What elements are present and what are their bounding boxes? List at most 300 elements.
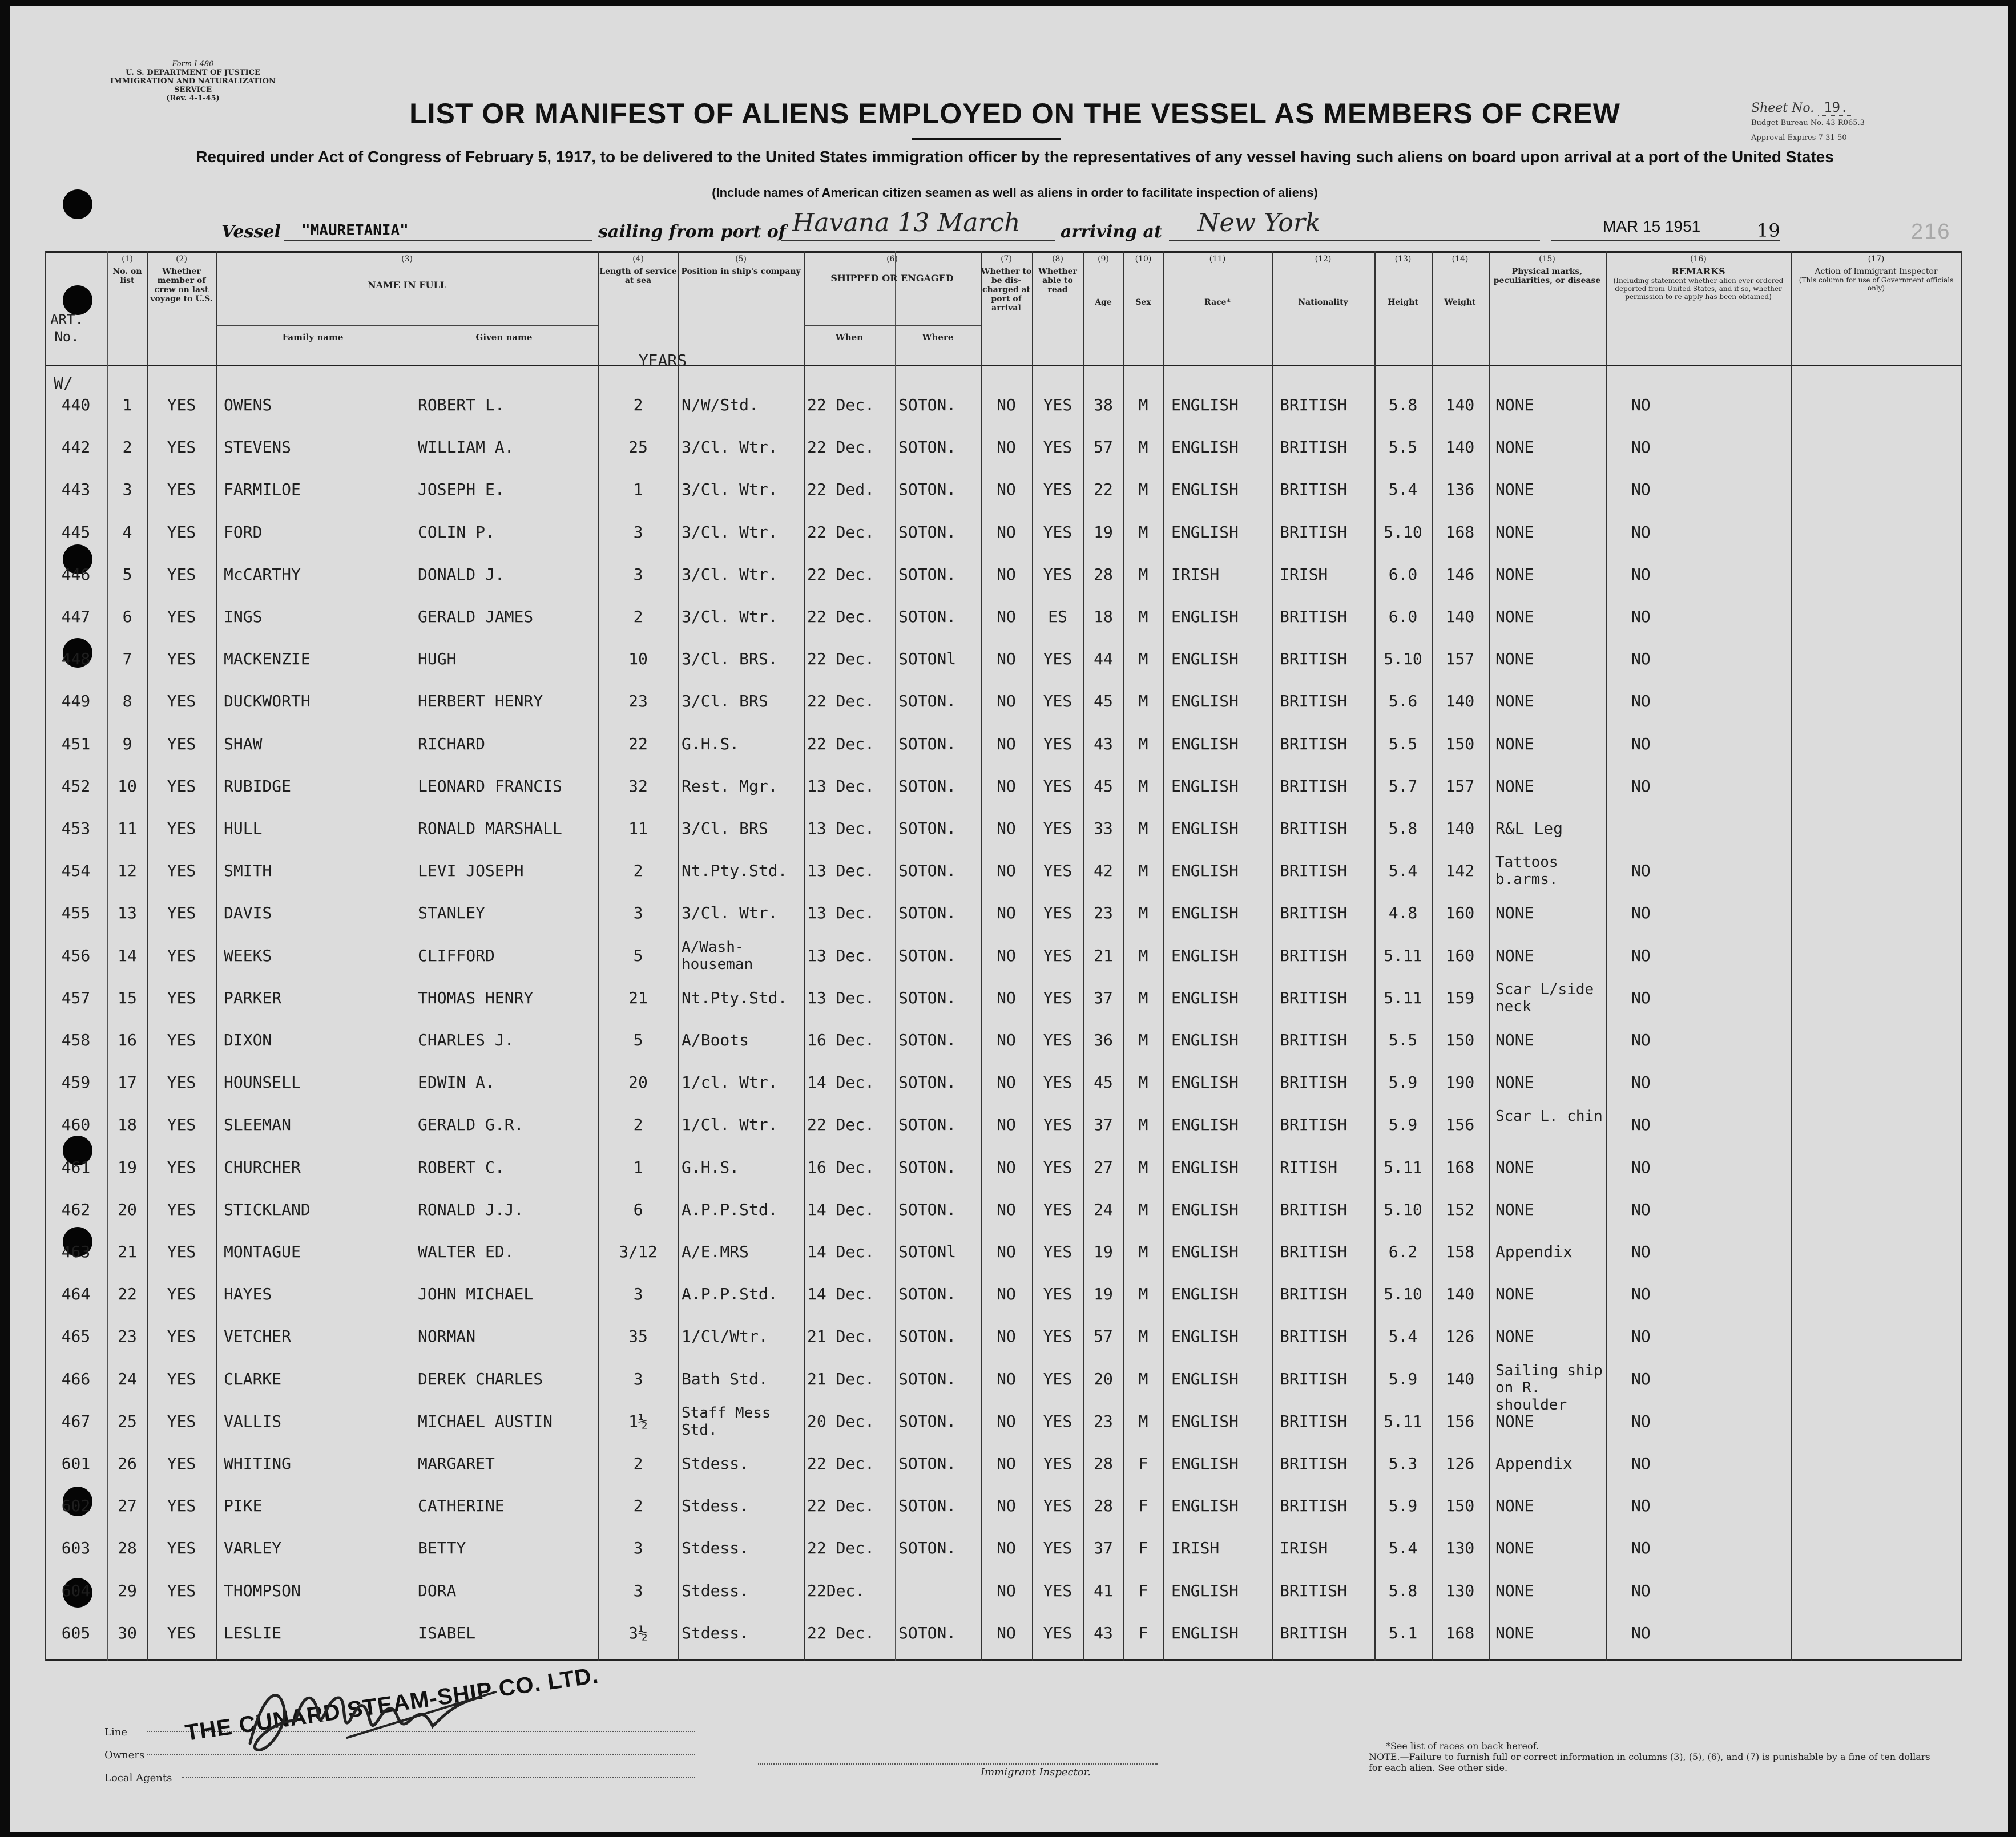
- cell-discharged: NO: [997, 480, 1016, 499]
- cell-sex: M: [1138, 607, 1148, 626]
- cell-height: 5.4: [1388, 861, 1418, 881]
- header-years: YEARS: [638, 351, 687, 370]
- cell-given-name: CHARLES J.: [418, 1031, 514, 1049]
- cell-engaged-when: 14 Dec.: [807, 1200, 875, 1219]
- arriving-port: New York: [1197, 208, 1321, 237]
- cell-discharged: NO: [997, 438, 1016, 457]
- table-row: [45, 684, 1962, 718]
- cell-weight: 140: [1445, 1369, 1475, 1388]
- header-when: When: [835, 332, 864, 342]
- cell-weight: 150: [1445, 1031, 1475, 1049]
- sailing-port: Havana 13 March: [792, 208, 1021, 237]
- sailing-port-field: [781, 208, 1055, 241]
- crew-manifest-table: [45, 251, 1962, 1661]
- header-family-name: Family name: [282, 332, 344, 342]
- budget-bureau: Budget Bureau No. 43-R065.3: [1751, 119, 1865, 127]
- cell-engaged-when: 22 Ded.: [807, 480, 875, 499]
- cell-discharged: NO: [997, 1369, 1016, 1388]
- cell-able-to-read: YES: [1043, 1327, 1072, 1346]
- cell-position: A/Wash- houseman: [682, 938, 753, 973]
- cell-able-to-read: YES: [1043, 522, 1072, 542]
- cell-discharged: NO: [997, 1496, 1016, 1516]
- cell-given-name: ROBERT L.: [418, 395, 505, 414]
- vessel-name: "MAURETANIA": [301, 222, 409, 239]
- cell-remarks: NO: [1631, 1539, 1651, 1558]
- cell-family-name: VALLIS: [224, 1411, 282, 1431]
- cell-engaged-when: 22 Dec.: [807, 438, 875, 457]
- cell-service-years: 21: [628, 988, 648, 1007]
- cell-given-name: DORA: [418, 1581, 457, 1600]
- cell-weight: 157: [1445, 649, 1475, 669]
- cell-engaged-when: 21 Dec.: [807, 1327, 875, 1346]
- cell-art-no: 443: [61, 480, 91, 499]
- cell-physical-marks: Scar L. chin: [1495, 1108, 1603, 1125]
- cell-height: 5.4: [1388, 1327, 1418, 1346]
- header-position: (5) Position in ship's company: [681, 255, 801, 276]
- cell-given-name: GERALD JAMES: [418, 607, 534, 626]
- cell-remarks: NO: [1631, 1073, 1651, 1092]
- cell-given-name: MICHAEL AUSTIN: [418, 1411, 553, 1431]
- cell-sex: F: [1138, 1581, 1148, 1600]
- table-row: [45, 1489, 1962, 1523]
- cell-list-no: 6: [122, 607, 132, 626]
- arriving-label: arriving at: [1061, 222, 1162, 242]
- cell-engaged-where: SOTONl: [898, 649, 957, 669]
- footnote-penalty: NOTE.—Failure to furnish full or correct information in columns (3), (5), (6), and (7) is punishable by a fine of ten dollars for each alien. See other side.: [1369, 1751, 1930, 1773]
- header-discharged: (7) Whether to be dis-charged at port of arrival: [981, 255, 1032, 313]
- cell-height: 4.8: [1388, 903, 1418, 923]
- cell-family-name: WHITING: [224, 1454, 292, 1473]
- cell-height: 5.3: [1388, 1454, 1418, 1473]
- cell-physical-marks: NONE: [1495, 1285, 1534, 1304]
- cell-able-to-read: YES: [1043, 1623, 1072, 1642]
- cell-height: 5.10: [1384, 522, 1422, 542]
- cell-service-years: 1: [633, 480, 643, 499]
- cell-remarks: NO: [1631, 1581, 1651, 1600]
- cell-list-no: 29: [118, 1581, 137, 1600]
- cell-physical-marks: NONE: [1495, 1411, 1534, 1431]
- cell-list-no: 20: [118, 1200, 137, 1219]
- cell-last-voyage: YES: [167, 861, 196, 881]
- date-stamp: MAR 15 1951: [1603, 217, 1701, 235]
- table-row: [45, 1574, 1962, 1608]
- cell-family-name: VARLEY: [224, 1539, 282, 1558]
- cell-age: 18: [1094, 607, 1113, 626]
- cell-family-name: MONTAGUE: [224, 1242, 301, 1261]
- table-row: [45, 1447, 1962, 1481]
- cell-discharged: NO: [997, 946, 1016, 965]
- header-shipped-engaged: (6) SHIPPED OR ENGAGED: [830, 255, 954, 284]
- cell-nationality: BRITISH: [1280, 1200, 1348, 1219]
- cell-last-voyage: YES: [167, 1623, 196, 1642]
- cell-given-name: HERBERT HENRY: [418, 692, 543, 711]
- cell-art-no: 465: [61, 1327, 91, 1346]
- cell-weight: 190: [1445, 1073, 1475, 1092]
- company-stamp: THE CUNARD STEAM-SHIP CO. LTD.: [183, 1662, 600, 1746]
- title-underline: [912, 138, 1061, 140]
- cell-list-no: 2: [122, 438, 132, 457]
- cell-age: 41: [1094, 1581, 1113, 1600]
- table-row: [45, 388, 1962, 422]
- cell-position: A.P.P.Std.: [682, 1200, 778, 1219]
- cell-sex: M: [1138, 819, 1148, 838]
- cell-discharged: NO: [997, 734, 1016, 753]
- cell-list-no: 9: [122, 734, 132, 753]
- cell-physical-marks: Appendix: [1495, 1242, 1573, 1261]
- cell-engaged-where: SOTON.: [898, 692, 957, 711]
- cell-list-no: 13: [118, 903, 137, 923]
- cell-list-no: 26: [118, 1454, 137, 1473]
- header-inspector-action: (17) Action of Immigrant Inspector (This column for use of Government officials only): [1799, 255, 1954, 292]
- cell-last-voyage: YES: [167, 522, 196, 542]
- cell-weight: 150: [1445, 734, 1475, 753]
- cell-engaged-when: 22 Dec.: [807, 734, 875, 753]
- cell-remarks: NO: [1631, 861, 1651, 881]
- cell-position: Nt.Pty.Std.: [682, 861, 788, 881]
- vessel-label: Vessel: [221, 222, 281, 242]
- cell-height: 6.0: [1388, 607, 1418, 626]
- cell-art-no: 456: [61, 946, 91, 965]
- cell-last-voyage: YES: [167, 1369, 196, 1388]
- cell-family-name: HULL: [224, 819, 263, 838]
- cell-family-name: SHAW: [224, 734, 263, 753]
- cell-position: Stdess.: [682, 1623, 749, 1642]
- table-row: [45, 854, 1962, 888]
- footnote: [1369, 1741, 1940, 1773]
- cell-list-no: 17: [118, 1073, 137, 1092]
- cell-sex: F: [1138, 1454, 1148, 1473]
- cell-sex: M: [1138, 1200, 1148, 1219]
- cell-age: 28: [1094, 564, 1113, 584]
- cell-engaged-when: 22 Dec.: [807, 522, 875, 542]
- cell-discharged: NO: [997, 1115, 1016, 1135]
- cell-art-no: 605: [61, 1623, 91, 1642]
- cell-last-voyage: YES: [167, 1411, 196, 1431]
- cell-engaged-when: 22Dec.: [807, 1581, 865, 1600]
- header-where: Where: [922, 332, 954, 342]
- table-row: [45, 558, 1962, 592]
- cell-race: ENGLISH: [1171, 1115, 1239, 1135]
- cell-able-to-read: YES: [1043, 1369, 1072, 1388]
- header-no-on-list: (1) No. on list: [112, 255, 142, 285]
- header-subrule: [804, 325, 981, 326]
- cell-remarks: NO: [1631, 438, 1651, 457]
- cell-height: 6.0: [1388, 564, 1418, 584]
- cell-sex: F: [1138, 1539, 1148, 1558]
- cell-position: 3/Cl. Wtr.: [682, 607, 778, 626]
- cell-last-voyage: YES: [167, 564, 196, 584]
- cell-last-voyage: YES: [167, 1200, 196, 1219]
- cell-age: 43: [1094, 734, 1113, 753]
- sheet-info: [1751, 100, 1979, 146]
- cell-age: 23: [1094, 1411, 1113, 1431]
- cell-list-no: 28: [118, 1539, 137, 1558]
- cell-weight: 157: [1445, 776, 1475, 796]
- cell-position: Stdess.: [682, 1539, 749, 1558]
- cell-race: ENGLISH: [1171, 438, 1239, 457]
- cell-art-no: 467: [61, 1411, 91, 1431]
- cell-given-name: LEONARD FRANCIS: [418, 776, 562, 796]
- cell-last-voyage: YES: [167, 438, 196, 457]
- cell-position: 3/Cl. Wtr.: [682, 438, 778, 457]
- cell-physical-marks: NONE: [1495, 1200, 1534, 1219]
- vessel-name-field: [284, 219, 592, 241]
- cell-remarks: NO: [1631, 1285, 1651, 1304]
- cell-last-voyage: YES: [167, 395, 196, 414]
- cell-list-no: 27: [118, 1496, 137, 1516]
- cell-height: 5.4: [1388, 1539, 1418, 1558]
- cell-remarks: NO: [1631, 564, 1651, 584]
- cell-position: G.H.S.: [682, 1157, 740, 1177]
- cell-age: 21: [1094, 946, 1113, 965]
- header-sex: (10) Sex: [1135, 255, 1152, 307]
- cell-sex: M: [1138, 1411, 1148, 1431]
- cell-service-years: 6: [633, 1200, 643, 1219]
- header-given-name: Given name: [475, 332, 533, 342]
- cell-art-no: 442: [61, 438, 91, 457]
- cell-engaged-where: SOTON.: [898, 1285, 957, 1304]
- cell-sex: M: [1138, 1242, 1148, 1261]
- cell-discharged: NO: [997, 776, 1016, 796]
- cell-list-no: 8: [122, 692, 132, 711]
- table-row: [45, 1362, 1962, 1414]
- cell-given-name: CLIFFORD: [418, 946, 495, 965]
- cell-engaged-when: 22 Dec.: [807, 607, 875, 626]
- cell-weight: 156: [1445, 1115, 1475, 1135]
- cell-weight: 168: [1445, 1157, 1475, 1177]
- cell-given-name: COLIN P.: [418, 522, 495, 542]
- cell-remarks: NO: [1631, 395, 1651, 414]
- cell-family-name: WEEKS: [224, 946, 272, 965]
- table-row: [45, 1065, 1962, 1100]
- cell-engaged-where: SOTON.: [898, 776, 957, 796]
- cell-discharged: NO: [997, 988, 1016, 1007]
- cell-art-no: 466: [61, 1369, 91, 1388]
- cell-discharged: NO: [997, 1539, 1016, 1558]
- cell-weight: 168: [1445, 1623, 1475, 1642]
- cell-list-no: 23: [118, 1327, 137, 1346]
- cell-art-no: 464: [61, 1285, 91, 1304]
- cell-able-to-read: YES: [1043, 1454, 1072, 1473]
- cell-race: ENGLISH: [1171, 692, 1239, 711]
- cell-sex: F: [1138, 1623, 1148, 1642]
- cell-engaged-when: 13 Dec.: [807, 903, 875, 923]
- cell-weight: 150: [1445, 1496, 1475, 1516]
- cell-age: 44: [1094, 649, 1113, 669]
- cell-physical-marks: Tattoos b.arms.: [1495, 854, 1558, 889]
- cell-engaged-when: 22 Dec.: [807, 1539, 875, 1558]
- cell-able-to-read: YES: [1043, 988, 1072, 1007]
- cell-discharged: NO: [997, 1242, 1016, 1261]
- cell-art-no: 458: [61, 1031, 91, 1049]
- cell-able-to-read: YES: [1043, 564, 1072, 584]
- table-row: [45, 600, 1962, 634]
- cell-age: 27: [1094, 1157, 1113, 1177]
- header-art-no: ART. No.: [50, 312, 83, 345]
- cell-race: ENGLISH: [1171, 988, 1239, 1007]
- cell-weight: 158: [1445, 1242, 1475, 1261]
- cell-age: 28: [1094, 1496, 1113, 1516]
- vessel-line: [221, 208, 1808, 247]
- cell-engaged-when: 14 Dec.: [807, 1073, 875, 1092]
- header-length-of-service: (4) Length of service at sea: [599, 255, 677, 285]
- cell-height: 5.11: [1384, 1157, 1422, 1177]
- cell-age: 28: [1094, 1454, 1113, 1473]
- cell-nationality: BRITISH: [1280, 861, 1348, 881]
- cell-nationality: BRITISH: [1280, 1496, 1348, 1516]
- cell-art-no: 602: [61, 1496, 91, 1516]
- cell-family-name: HAYES: [224, 1285, 272, 1304]
- cell-engaged-where: SOTON.: [898, 1115, 957, 1135]
- cell-service-years: 1: [633, 1157, 643, 1177]
- cell-age: 19: [1094, 1242, 1113, 1261]
- cell-discharged: NO: [997, 1157, 1016, 1177]
- cell-age: 45: [1094, 776, 1113, 796]
- cell-position: Bath Std.: [682, 1369, 768, 1388]
- cell-discharged: NO: [997, 692, 1016, 711]
- table-row: [45, 1150, 1962, 1185]
- cell-nationality: BRITISH: [1280, 1073, 1348, 1092]
- cell-nationality: BRITISH: [1280, 395, 1348, 414]
- cell-engaged-when: 22 Dec.: [807, 1496, 875, 1516]
- cell-last-voyage: YES: [167, 1539, 196, 1558]
- cell-given-name: EDWIN A.: [418, 1073, 495, 1092]
- cell-position: 3/Cl. Wtr.: [682, 480, 778, 499]
- table-row: [45, 430, 1962, 465]
- cell-given-name: JOHN MICHAEL: [418, 1285, 534, 1304]
- cell-service-years: 25: [628, 438, 648, 457]
- cell-remarks: NO: [1631, 1623, 1651, 1642]
- cell-sex: F: [1138, 1496, 1148, 1516]
- cell-art-no: 461: [61, 1157, 91, 1177]
- cell-position: Nt.Pty.Std.: [682, 988, 788, 1007]
- cell-remarks: NO: [1631, 1454, 1651, 1473]
- cell-remarks: NO: [1631, 1157, 1651, 1177]
- cell-service-years: 3: [633, 1581, 643, 1600]
- cell-engaged-where: SOTON.: [898, 564, 957, 584]
- cell-able-to-read: YES: [1043, 734, 1072, 753]
- cell-engaged-where: SOTON.: [898, 395, 957, 414]
- cell-discharged: NO: [997, 1327, 1016, 1346]
- cell-sex: M: [1138, 1157, 1148, 1177]
- cell-engaged-when: 21 Dec.: [807, 1369, 875, 1388]
- cell-position: Stdess.: [682, 1581, 749, 1600]
- cell-list-no: 22: [118, 1285, 137, 1304]
- cell-engaged-where: SOTON.: [898, 522, 957, 542]
- cell-engaged-when: 22 Dec.: [807, 1623, 875, 1642]
- cell-age: 37: [1094, 1115, 1113, 1135]
- cell-position: N/W/Std.: [682, 395, 759, 414]
- cell-engaged-where: SOTON.: [898, 1073, 957, 1092]
- cell-last-voyage: YES: [167, 734, 196, 753]
- table-row: [45, 769, 1962, 804]
- cell-given-name: ROBERT C.: [418, 1157, 505, 1177]
- cell-remarks: NO: [1631, 607, 1651, 626]
- cell-engaged-where: SOTON.: [898, 1369, 957, 1388]
- cell-discharged: NO: [997, 649, 1016, 669]
- cell-art-no: 453: [61, 819, 91, 838]
- cell-art-no: 440: [61, 395, 91, 414]
- cell-height: 5.9: [1388, 1073, 1418, 1092]
- cell-height: 5.4: [1388, 480, 1418, 499]
- cell-engaged-when: 22 Dec.: [807, 395, 875, 414]
- table-row: [45, 1235, 1962, 1269]
- cell-nationality: BRITISH: [1280, 946, 1348, 965]
- cell-engaged-where: SOTON.: [898, 1031, 957, 1049]
- cell-service-years: 3: [633, 1539, 643, 1558]
- cell-weight: 140: [1445, 1285, 1475, 1304]
- cell-family-name: CHURCHER: [224, 1157, 301, 1177]
- cell-service-years: 35: [628, 1327, 648, 1346]
- cell-nationality: BRITISH: [1280, 1115, 1348, 1135]
- date-field: [1551, 219, 1780, 241]
- cell-nationality: BRITISH: [1280, 692, 1348, 711]
- cell-physical-marks: Appendix: [1495, 1454, 1573, 1473]
- cell-list-no: 3: [122, 480, 132, 499]
- cell-engaged-when: 22 Dec.: [807, 692, 875, 711]
- cell-discharged: NO: [997, 1285, 1016, 1304]
- cell-weight: 130: [1445, 1581, 1475, 1600]
- cell-height: 5.8: [1388, 819, 1418, 838]
- cell-physical-marks: NONE: [1495, 649, 1534, 669]
- cell-given-name: RONALD MARSHALL: [418, 819, 562, 838]
- cell-remarks: NO: [1631, 692, 1651, 711]
- cell-engaged-where: SOTON.: [898, 946, 957, 965]
- cell-race: IRISH: [1171, 1539, 1220, 1558]
- cell-race: ENGLISH: [1171, 1369, 1239, 1388]
- cell-discharged: NO: [997, 1031, 1016, 1049]
- cell-height: 5.1: [1388, 1623, 1418, 1642]
- cell-able-to-read: ES: [1048, 607, 1067, 626]
- cell-physical-marks: NONE: [1495, 1031, 1534, 1049]
- table-row: [45, 515, 1962, 550]
- cell-service-years: 20: [628, 1073, 648, 1092]
- cell-position: 3/Cl. BRS: [682, 819, 768, 838]
- cell-height: 5.8: [1388, 1581, 1418, 1600]
- cell-race: ENGLISH: [1171, 395, 1239, 414]
- cell-height: 5.11: [1384, 946, 1422, 965]
- cell-given-name: DEREK CHARLES: [418, 1369, 543, 1388]
- table-row: [45, 981, 1962, 1015]
- cell-service-years: 2: [633, 1115, 643, 1135]
- cell-age: 19: [1094, 1285, 1113, 1304]
- cell-able-to-read: YES: [1043, 1285, 1072, 1304]
- cell-age: 57: [1094, 438, 1113, 457]
- cell-height: 5.7: [1388, 776, 1418, 796]
- cell-last-voyage: YES: [167, 819, 196, 838]
- cell-race: ENGLISH: [1171, 522, 1239, 542]
- sheet-number: 19.: [1818, 99, 1854, 116]
- cell-height: 5.9: [1388, 1496, 1418, 1516]
- table-row: [45, 1531, 1962, 1565]
- cell-family-name: SLEEMAN: [224, 1115, 292, 1135]
- cell-position: 3/Cl. BRS.: [682, 649, 778, 669]
- cell-service-years: 3: [633, 522, 643, 542]
- cell-weight: 159: [1445, 988, 1475, 1007]
- cell-list-no: 1: [122, 395, 132, 414]
- cell-race: ENGLISH: [1171, 1411, 1239, 1431]
- cell-weight: 152: [1445, 1200, 1475, 1219]
- table-row: [45, 1319, 1962, 1354]
- cell-able-to-read: YES: [1043, 480, 1072, 499]
- cell-nationality: BRITISH: [1280, 1285, 1348, 1304]
- cell-art-no: 463: [61, 1242, 91, 1261]
- cell-engaged-where: SOTON.: [898, 734, 957, 753]
- cell-race: ENGLISH: [1171, 1581, 1239, 1600]
- w-marker: W/: [54, 374, 73, 393]
- cell-discharged: NO: [997, 607, 1016, 626]
- cell-able-to-read: YES: [1043, 1496, 1072, 1516]
